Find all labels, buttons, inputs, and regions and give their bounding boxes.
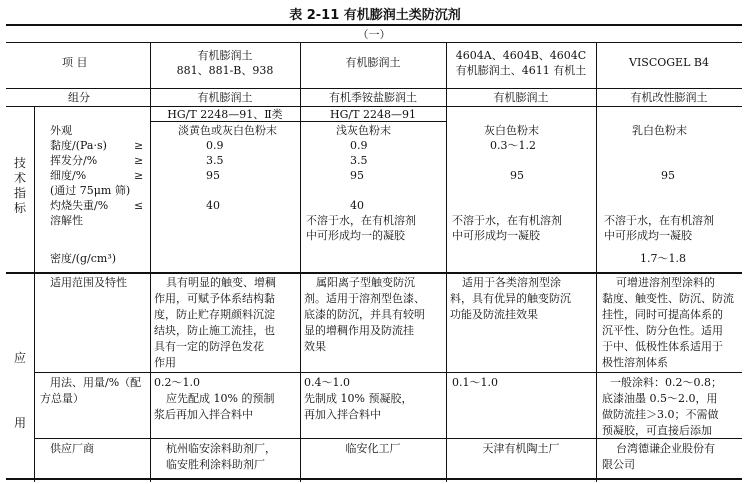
scope-col4-l4: 沉平性、防分色性。适用 xyxy=(602,324,723,337)
header-col1-line2: 881、881-B、938 xyxy=(176,64,274,77)
tech-col1-appearance: 淡黄色或灰白色粉末 xyxy=(178,124,277,137)
supplier-col3: 天津有机陶土厂 xyxy=(482,442,560,455)
scope-col4-l1: 可增进溶剂型涂料的 xyxy=(616,276,715,289)
tech-col4-fineness: 95 xyxy=(661,169,675,182)
usage-col1-l3: 浆后再加入拌合料中 xyxy=(154,408,253,421)
scope-col2-l1: 属阳离子型触变防沉 xyxy=(316,276,415,289)
scope-label: 适用范围及特性 xyxy=(50,276,127,289)
op-viscosity: ≥ xyxy=(134,139,144,152)
rule xyxy=(6,88,742,89)
tech-group-label: 技术指标 xyxy=(13,156,26,215)
scope-col3-l1: 适用于各类溶剂型涂 xyxy=(462,276,561,289)
usage-col4-l3: 做防流挂＞3.0；不需做 xyxy=(602,408,719,421)
rule xyxy=(6,42,742,43)
scope-col2-l2: 剂。适用于溶剂型色漆、 xyxy=(304,292,425,305)
composition-col2: 有机季铵盐膨润土 xyxy=(329,91,417,104)
composition-label: 组分 xyxy=(68,91,90,104)
tech-col4-solubility-1: 不溶于水，在有机溶剂 xyxy=(604,214,714,227)
tech-col3-viscosity: 0.3～1.2 xyxy=(490,139,536,152)
supplier-col1-l2: 临安胜利涂料助剂厂 xyxy=(166,458,265,471)
header-item-label: 项 目 xyxy=(62,56,88,69)
tech-col3-solubility-2: 中可形成均一凝胶 xyxy=(452,229,540,242)
header-col4: VISCOGEL B4 xyxy=(629,56,709,69)
header-col3-line1: 4604A、4604B、4604C xyxy=(455,49,587,62)
application-group-char: 应用 xyxy=(13,351,26,430)
data-table xyxy=(6,24,742,480)
composition-col3: 有机膨润土 xyxy=(493,91,549,104)
usage-col3-l1: 0.1～1.0 xyxy=(452,376,498,389)
scope-col1-l4: 结块，防止施工流挂，也 xyxy=(154,324,275,337)
supplier-col4-l2: 限公司 xyxy=(602,458,635,471)
rule xyxy=(150,121,446,122)
tech-label-viscosity: 黏度/(Pa·s) xyxy=(50,139,107,152)
tech-label-solubility: 溶解性 xyxy=(50,214,83,227)
scope-col1-l2: 作用，可赋予体系结构黏 xyxy=(154,292,275,305)
scope-col4-l6: 极性溶剂体系 xyxy=(602,356,668,369)
usage-col2-l3: 再加入拌合料中 xyxy=(304,408,381,421)
rule xyxy=(6,272,742,274)
tech-label-ignition-loss: 灼烧失重/% xyxy=(50,199,109,212)
rule xyxy=(34,372,742,373)
header-col2: 有机膨润土 xyxy=(345,56,401,69)
supplier-col4-l1: 台湾德谦企业股份有 xyxy=(616,442,715,455)
usage-col1-l2: 应先配成 10% 的预制 xyxy=(166,392,275,405)
scope-col1-l6: 作用 xyxy=(154,356,176,369)
supplier-label: 供应厂商 xyxy=(50,442,94,455)
tech-col2-volatile: 3.5 xyxy=(350,154,368,167)
application-group-label xyxy=(13,326,27,456)
tech-col2-solubility-2: 中可形成均一的凝胶 xyxy=(306,229,405,242)
scope-col2-l5: 效果 xyxy=(304,340,326,353)
tech-col1-ignition-loss: 40 xyxy=(206,199,220,212)
tech-col3-fineness: 95 xyxy=(510,169,524,182)
usage-label-l2: 方总量） xyxy=(40,392,84,405)
header-col3-line2: 有机膨润土、4611 有机土 xyxy=(455,64,587,77)
scope-col2-l4: 显的增稠作用及防流挂 xyxy=(304,324,414,337)
usage-col1-l1: 0.2～1.0 xyxy=(154,376,200,389)
tech-col2-solubility-1: 不溶于水，在有机溶剂 xyxy=(306,214,416,227)
scope-col1-l5: 具有一定的防浮色发花 xyxy=(154,340,264,353)
tech-col2-viscosity: 0.9 xyxy=(350,139,368,152)
rule xyxy=(34,106,35,482)
tech-label-density: 密度/(g/cm³) xyxy=(50,252,117,265)
tech-col4-solubility-2: 中可形成均一凝胶 xyxy=(604,229,692,242)
supplier-col2: 临安化工厂 xyxy=(345,442,401,455)
scope-col4-l3: 挂性，同时可提高体系的 xyxy=(602,308,723,321)
tech-col1-volatile: 3.5 xyxy=(206,154,224,167)
tech-col1-viscosity: 0.9 xyxy=(206,139,224,152)
subtitle: （一） xyxy=(357,28,391,41)
usage-col2-l1: 0.4～1.0 xyxy=(304,376,350,389)
tech-label-volatile: 挥发分/% xyxy=(50,154,98,167)
scope-col2-l3: 底漆的防沉，并具有较明 xyxy=(304,308,425,321)
usage-col4-l2: 底漆油墨 0.5～2.0，用 xyxy=(602,392,718,405)
op-ignition-loss: ≤ xyxy=(134,199,144,212)
table-title: 表 2-11 有机膨润土类防沉剂 xyxy=(289,8,461,23)
usage-col2-l2: 先制成 10% 预凝胶， xyxy=(304,392,413,405)
standard-col2: HG/T 2248—91 xyxy=(330,108,416,121)
scope-col4-l5: 于中、低极性体系适用于 xyxy=(602,340,723,353)
tech-label-sieve: (通过 75μm 筛) xyxy=(50,184,131,197)
tech-col1-fineness: 95 xyxy=(206,169,220,182)
scope-col1-l3: 度，防止贮存期颜料沉淀 xyxy=(154,308,275,321)
scope-col1-l1: 具有明显的触变、增稠 xyxy=(166,276,276,289)
composition-col4: 有机改性膨润土 xyxy=(630,91,708,104)
tech-col4-density: 1.7～1.8 xyxy=(640,252,686,265)
usage-col4-l4: 预凝胶，可直接后添加 xyxy=(602,424,712,437)
scope-col3-l3: 功能及防流挂效果 xyxy=(450,308,538,321)
rule xyxy=(34,438,742,439)
header-col1-line1: 有机膨润土 xyxy=(197,49,253,62)
tech-col3-appearance: 灰白色粉末 xyxy=(484,124,539,137)
scope-col3-l2: 料，具有优异的触变防沉 xyxy=(450,292,571,305)
usage-label-l1: 用法、用量/%（配 xyxy=(50,376,142,389)
tech-col2-ignition-loss: 40 xyxy=(350,199,364,212)
op-fineness: ≥ xyxy=(134,169,144,182)
tech-col2-appearance: 浅灰色粉末 xyxy=(336,124,391,137)
tech-col4-appearance: 乳白色粉末 xyxy=(632,124,687,137)
supplier-col1-l1: 杭州临安涂料助剂厂， xyxy=(166,442,276,455)
rule xyxy=(596,42,597,482)
standard-col1: HG/T 2248—91、Ⅱ类 xyxy=(167,108,283,121)
composition-col1: 有机膨润土 xyxy=(197,91,253,104)
tech-label-fineness: 细度/% xyxy=(50,169,87,182)
rule xyxy=(6,106,742,107)
scope-col4-l2: 黏度、触变性、防沉、防流 xyxy=(602,292,734,305)
tech-col2-fineness: 95 xyxy=(350,169,364,182)
tech-col3-solubility-1: 不溶于水，在有机溶剂 xyxy=(452,214,562,227)
tech-label-appearance: 外观 xyxy=(50,124,72,137)
usage-col4-l1: 一般涂料：0.2～0.8； xyxy=(610,376,722,389)
rule xyxy=(446,42,447,482)
op-volatile: ≥ xyxy=(134,154,144,167)
